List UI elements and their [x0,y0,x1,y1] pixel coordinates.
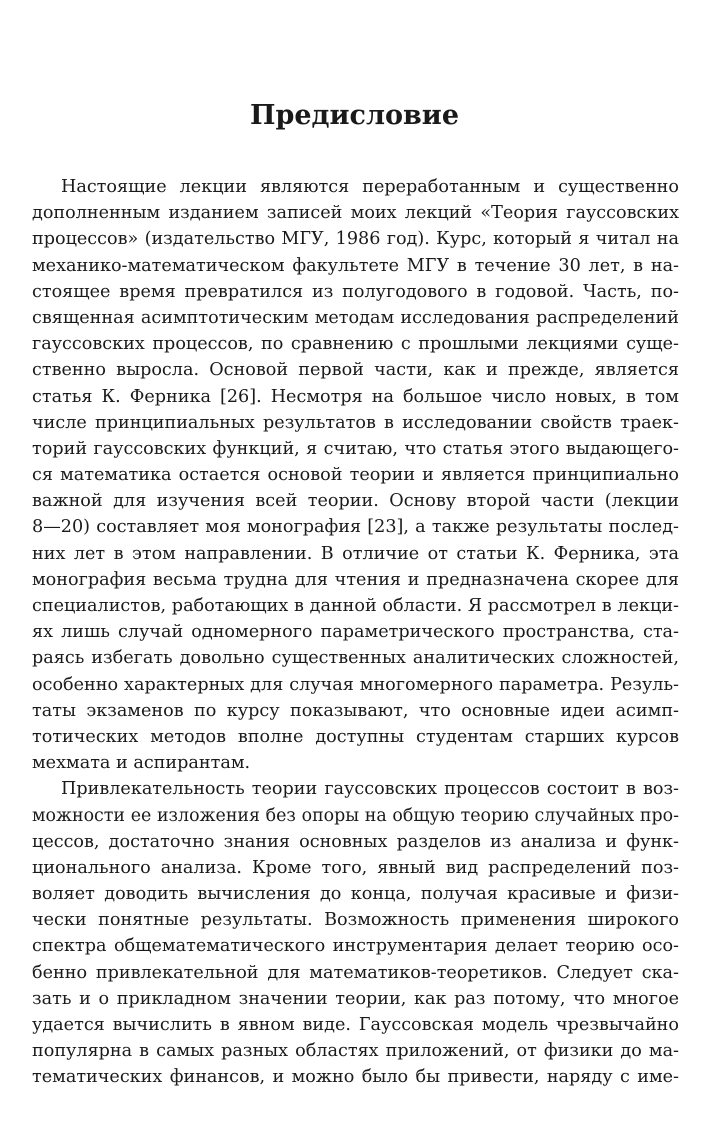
text-line: мехмата и аспирантам. [32,753,251,774]
body-text [32,174,679,1091]
text-line: Привлекательность теории гауссовских процессов состоит в воз- [61,779,679,800]
text-line: раясь избегать довольно существенных аналитических сложностей, [32,648,679,669]
text-line: тематических финансов, и можно было бы привести, наряду с име- [32,1067,679,1088]
text-line: статья К. Ферника [26]. Несмотря на большое число новых, в том [32,386,679,407]
paragraph-2 [32,776,679,1090]
text-line: стоящее время превратился из полугодового в годовой. Часть, по- [32,281,679,302]
paragraph-1 [32,174,679,776]
text-line: ственно выросла. Основой первой части, как и прежде, является [32,360,679,381]
text-line: цессов, достаточно знания основных разделов из анализа и функ- [32,831,679,852]
text-line: популярна в самых разных областях приложений, от физики до ма- [32,1041,679,1062]
text-line: ях лишь случай одномерного параметрического пространства, ста- [32,622,679,643]
text-line: важной для изучения всей теории. Основу второй части (лекции [32,491,679,512]
text-line: торий гауссовских функций, я считаю, что статья этого выдающего- [32,438,679,459]
text-line: Настоящие лекции являются переработанным и существенно [61,177,679,197]
text-line: числе принципиальных результатов в исследовании свойств траек- [32,412,679,433]
text-line: спектра общематематического инструментария делает теорию осо- [32,936,679,957]
text-line: ционального анализа. Кроме того, явный вид распределений поз- [32,857,679,878]
text-line: удается вычислить в явном виде. Гауссовская модель чрезвычайно [32,1015,679,1035]
text-line: них лет в этом направлении. В отличие от статьи К. Ферника, эта [32,543,679,564]
text-line: бенно привлекательной для математиков-теоретиков. Следует ска- [32,962,679,983]
text-line: зать и о прикладном значении теории, как раз потому, что многое [32,988,679,1009]
text-line: священная асимптотическим методам исследования распределений [32,307,679,328]
text-line: процессов» (издательство МГУ, 1986 год). Курс, который я читал на [32,229,679,250]
text-line: таты экзаменов по курсу показывают, что основные идеи асимп- [32,700,679,721]
page-title: Предисловие [249,100,460,131]
text-line: воляет доводить вычисления до конца, получая красивые и физи- [32,884,679,905]
text-line: гауссовских процессов, по сравнению с прошлыми лекциями суще- [32,334,679,355]
text-line: механико-математическом факультете МГУ в течение 30 лет, в на- [32,255,679,276]
text-line: можности ее изложения без опоры на общую теорию случайных про- [32,805,679,826]
text-line: тотических методов вполне доступны студентам старших курсов [32,726,679,747]
text-line: ся математика остается основой теории и является принципиально [32,465,679,486]
text-line: особенно характерных для случая многомерного параметра. Резуль- [32,674,679,695]
text-line: монография весьма трудна для чтения и предназначена скорее для [32,569,679,590]
text-line: 8—20) составляет моя монография [23], а также результаты послед- [32,517,679,538]
text-line: специалистов, работающих в данной области. Я рассмотрел в лекци- [32,596,679,616]
text-line: чески понятные результаты. Возможность применения широкого [32,910,679,931]
text-line: дополненным изданием записей моих лекций «Теория гауссовских [32,203,679,224]
